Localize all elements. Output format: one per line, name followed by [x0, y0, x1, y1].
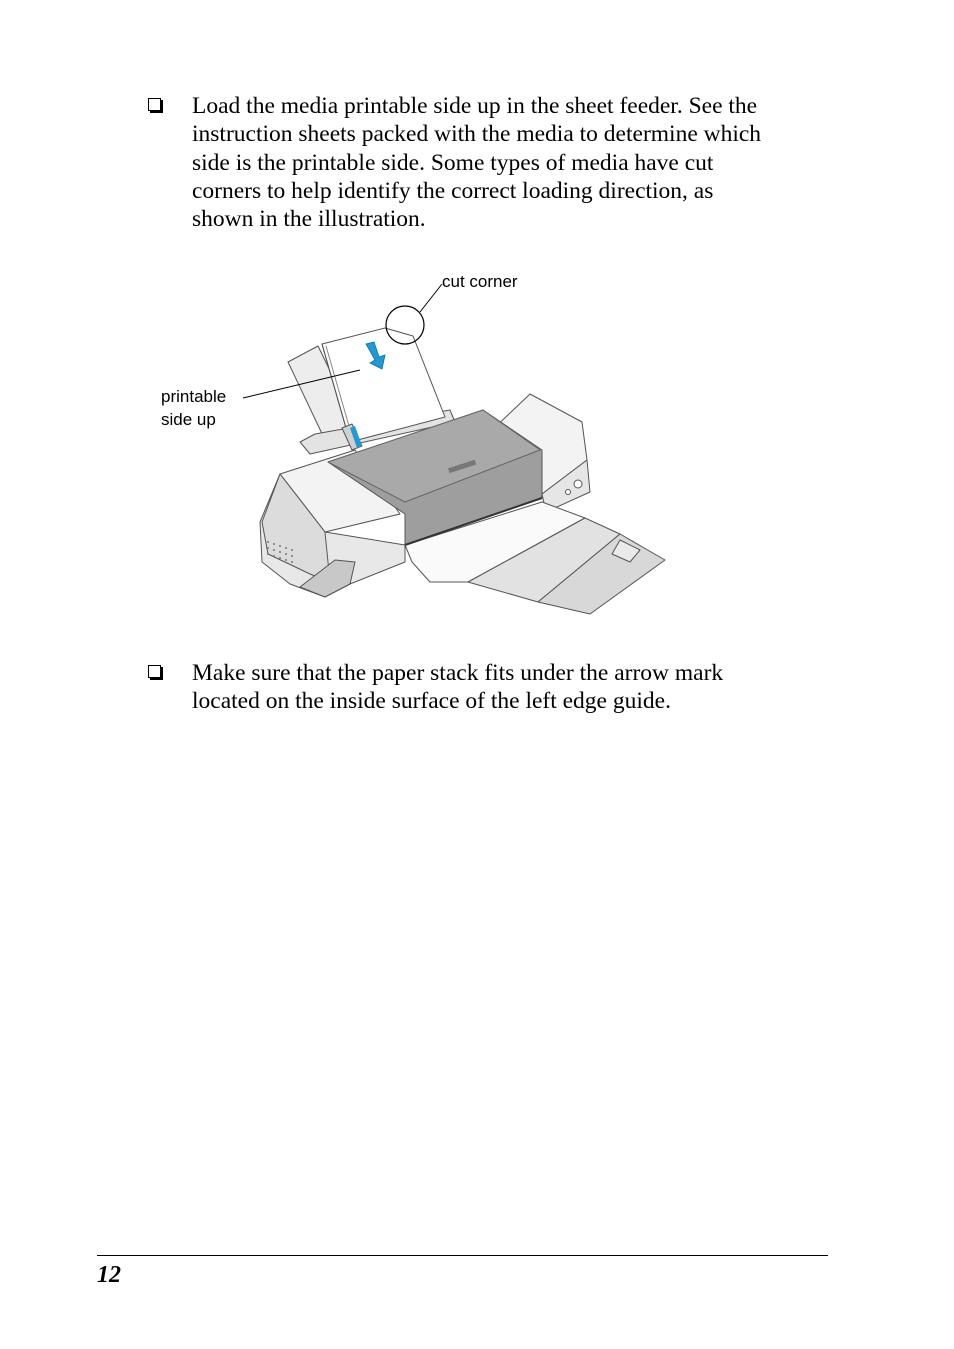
checkbox-bullet-icon: [148, 98, 161, 111]
bullet-line: Make sure that the paper stack fits under the arrow mark: [192, 660, 724, 686]
callout-printable-side-up: [161, 385, 226, 431]
bullet-line: located on the inside surface of the left edge guide.: [192, 688, 671, 715]
printer-drawing: [150, 262, 680, 622]
bullet-line: shown in the illustration.: [192, 206, 426, 233]
bullet-text: [192, 659, 838, 716]
page-number: 12: [97, 1262, 121, 1288]
bullet-item-paper-stack: [148, 659, 838, 719]
checkbox-bullet-icon: [148, 665, 161, 678]
bullet-line: corners to help identify the correct loading direction, as: [192, 177, 714, 204]
callout-line: printable: [161, 387, 227, 406]
bullet-item-load-media: [148, 92, 838, 242]
printer-illustration: [150, 262, 680, 622]
cut-corner-leader-line: [420, 284, 442, 312]
bullet-line: Load the media printable side up in the sheet feeder. See the: [192, 93, 758, 119]
callout-line: side up: [161, 410, 216, 429]
bullet-line: side is the printable side. Some types of media have cut: [192, 149, 714, 176]
bullet-line: instruction sheets packed with the media to determine which: [192, 121, 762, 148]
bullet-text: [192, 92, 838, 233]
footer-rule: [97, 1255, 828, 1256]
callout-cut-corner: cut corner: [442, 272, 518, 291]
